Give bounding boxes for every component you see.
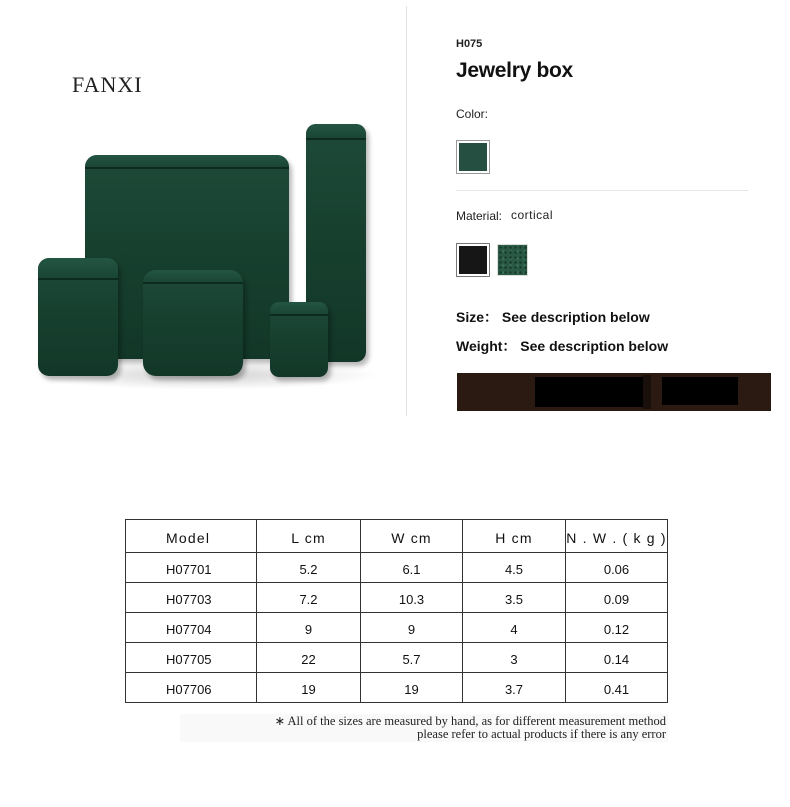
product-photo	[0, 0, 406, 418]
measurement-note	[180, 714, 668, 742]
cell-width: 5.7	[361, 643, 463, 673]
color-label: Color:	[456, 107, 489, 121]
table-row	[126, 553, 668, 583]
note-line-1: ∗ All of the sizes are measured by hand, as for different measurement method	[274, 714, 666, 728]
vertical-divider	[406, 6, 407, 416]
bangle-box	[143, 270, 243, 376]
cell-height: 4.5	[463, 553, 566, 583]
cell-model: H07705	[126, 643, 257, 673]
cell-model: H07706	[126, 673, 257, 703]
material-label: Material:	[456, 209, 503, 223]
header-net-weight: N . W . ( k g )	[566, 520, 668, 553]
cell-width: 10.3	[361, 583, 463, 613]
cell-length: 22	[257, 643, 361, 673]
cell-net-weight: 0.06	[566, 553, 668, 583]
cell-net-weight: 0.41	[566, 673, 668, 703]
product-sku: H075	[456, 38, 483, 50]
header-model: Model	[126, 520, 257, 553]
weight-info: Weight： See description below	[456, 338, 669, 354]
cell-length: 5.2	[257, 553, 361, 583]
cell-height: 3.5	[463, 583, 566, 613]
note-line-2: please refer to actual products if there is any error	[417, 727, 666, 741]
cell-width: 9	[361, 613, 463, 643]
size-table	[125, 519, 668, 703]
cell-net-weight: 0.14	[566, 643, 668, 673]
table-row	[126, 613, 668, 643]
cell-width: 19	[361, 673, 463, 703]
cell-net-weight: 0.09	[566, 583, 668, 613]
header-height: H cm	[463, 520, 566, 553]
table-row	[126, 583, 668, 613]
header-length: L cm	[257, 520, 361, 553]
size-info: Size： See description below	[456, 309, 650, 325]
cell-model: H07701	[126, 553, 257, 583]
material-swatch-black[interactable]	[456, 243, 490, 277]
material-swatch-green-textured[interactable]	[497, 244, 528, 276]
pendant-box	[38, 258, 118, 376]
cell-length: 9	[257, 613, 361, 643]
ring-box	[270, 302, 328, 377]
cell-height: 3.7	[463, 673, 566, 703]
cell-height: 3	[463, 643, 566, 673]
color-swatch-dark-green[interactable]	[456, 140, 490, 174]
cell-width: 6.1	[361, 553, 463, 583]
material-value: cortical	[511, 208, 554, 222]
table-row	[126, 643, 668, 673]
cell-length: 7.2	[257, 583, 361, 613]
cell-model: H07704	[126, 613, 257, 643]
table-header-row	[126, 520, 668, 553]
redacted-banner	[457, 373, 771, 411]
cell-height: 4	[463, 613, 566, 643]
header-width: W cm	[361, 520, 463, 553]
cell-net-weight: 0.12	[566, 613, 668, 643]
cell-model: H07703	[126, 583, 257, 613]
product-title: Jewelry box	[456, 59, 573, 82]
cell-length: 19	[257, 673, 361, 703]
section-divider	[456, 190, 748, 191]
table-row	[126, 673, 668, 703]
brand-logo: FANXI	[72, 72, 143, 97]
